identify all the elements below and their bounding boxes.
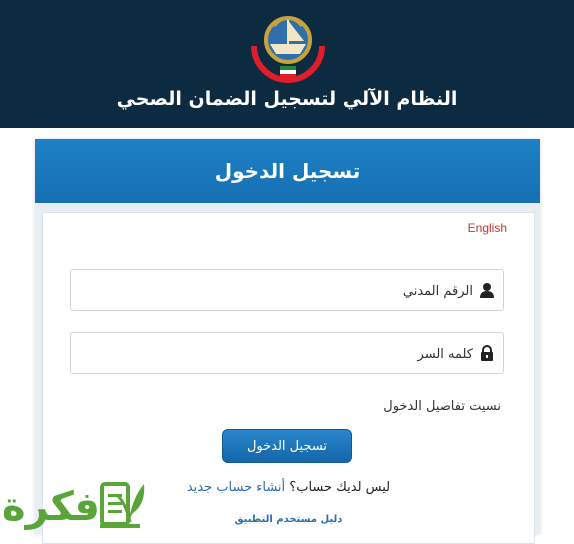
create-account-link[interactable]: أنشاء حساب جديد xyxy=(186,480,286,495)
civil-id-input[interactable] xyxy=(81,270,475,312)
language-link[interactable]: English xyxy=(467,221,507,235)
user-icon xyxy=(479,282,495,298)
login-button[interactable]: تسجيل الدخول xyxy=(222,429,352,463)
site-title: النظام الآلي لتسجيل الضمان الصحي xyxy=(116,88,458,110)
password-input[interactable] xyxy=(81,333,475,375)
civil-id-field[interactable] xyxy=(70,269,504,311)
site-header xyxy=(0,0,574,128)
forgot-login-link[interactable]: نسيت تفاصيل الدخول xyxy=(383,399,501,414)
login-heading: تسجيل الدخول xyxy=(35,139,540,203)
watermark-text: فكرة xyxy=(2,484,100,530)
no-account-text: ليس لديك حساب؟ xyxy=(289,480,391,495)
password-field[interactable] xyxy=(70,332,504,374)
kuwait-emblem-icon xyxy=(244,6,332,86)
lock-icon xyxy=(479,345,495,361)
watermark xyxy=(0,470,160,534)
user-guide-link[interactable]: دليل مستخدم التطبيق xyxy=(234,514,343,525)
document-leaf-icon xyxy=(98,474,150,532)
